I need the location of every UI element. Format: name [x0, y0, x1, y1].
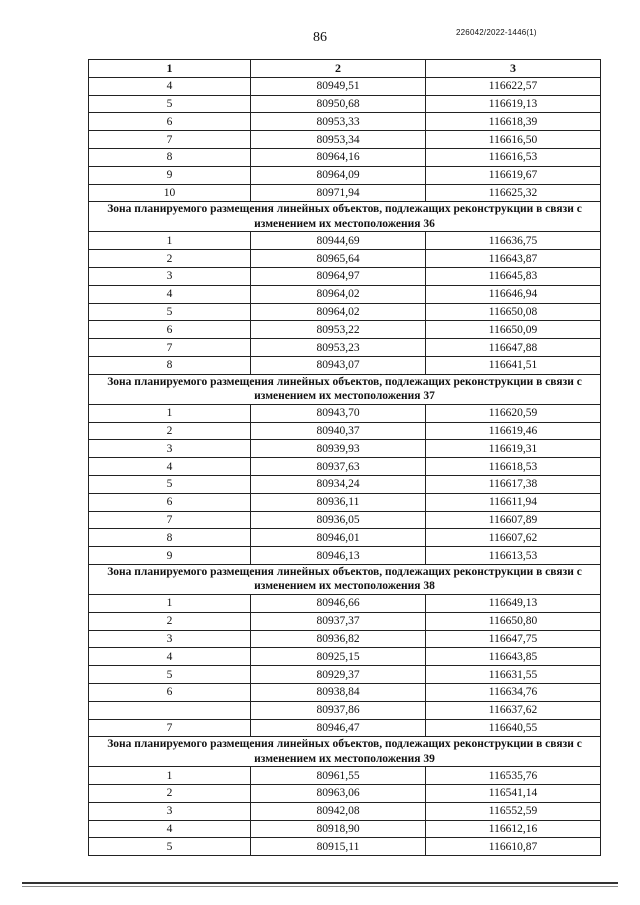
- zone-heading-row: [89, 202, 601, 232]
- x-coordinate-cell: 80961,55: [251, 767, 426, 785]
- x-coordinate-cell: 80953,23: [251, 339, 426, 357]
- x-coordinate-cell: 80943,07: [251, 356, 426, 374]
- point-number-cell: 4: [89, 77, 251, 95]
- x-coordinate-cell: 80918,90: [251, 820, 426, 838]
- y-coordinate-cell: 116611,94: [426, 493, 601, 511]
- y-coordinate-cell: 116622,57: [426, 77, 601, 95]
- y-coordinate-cell: 116647,88: [426, 339, 601, 357]
- y-coordinate-cell: 116640,55: [426, 719, 601, 737]
- table-row: [89, 630, 601, 648]
- x-coordinate-cell: 80964,97: [251, 267, 426, 285]
- table-row: [89, 422, 601, 440]
- y-coordinate-cell: 116637,62: [426, 701, 601, 719]
- coordinates-table: [88, 59, 601, 856]
- y-coordinate-cell: 116650,09: [426, 321, 601, 339]
- y-coordinate-cell: 116634,76: [426, 683, 601, 701]
- zone-heading: Зона планируемого размещения линейных объектов, подлежащих реконструкции в связи с изменением их местоположения 37: [89, 374, 601, 404]
- table-row: [89, 820, 601, 838]
- point-number-cell: 7: [89, 339, 251, 357]
- y-coordinate-cell: 116636,75: [426, 232, 601, 250]
- y-coordinate-cell: 116541,14: [426, 785, 601, 803]
- x-coordinate-cell: 80936,05: [251, 511, 426, 529]
- y-coordinate-cell: 116613,53: [426, 547, 601, 565]
- table-row: [89, 321, 601, 339]
- x-coordinate-cell: 80943,70: [251, 404, 426, 422]
- x-coordinate-cell: 80946,01: [251, 529, 426, 547]
- table-row: [89, 440, 601, 458]
- y-coordinate-cell: 116607,89: [426, 511, 601, 529]
- point-number-cell: 7: [89, 511, 251, 529]
- table-row: [89, 404, 601, 422]
- x-coordinate-cell: 80953,34: [251, 131, 426, 149]
- point-number-cell: 10: [89, 184, 251, 202]
- table-row: [89, 719, 601, 737]
- table-row: [89, 511, 601, 529]
- point-number-cell: 7: [89, 719, 251, 737]
- table-row: [89, 285, 601, 303]
- point-number-cell: 7: [89, 131, 251, 149]
- x-coordinate-cell: 80940,37: [251, 422, 426, 440]
- y-coordinate-cell: 116650,08: [426, 303, 601, 321]
- x-coordinate-cell: 80946,66: [251, 594, 426, 612]
- point-number-cell: 5: [89, 475, 251, 493]
- x-coordinate-cell: 80936,11: [251, 493, 426, 511]
- point-number-cell: 3: [89, 630, 251, 648]
- y-coordinate-cell: 116643,87: [426, 250, 601, 268]
- x-coordinate-cell: 80953,22: [251, 321, 426, 339]
- x-coordinate-cell: 80939,93: [251, 440, 426, 458]
- y-coordinate-cell: 116647,75: [426, 630, 601, 648]
- x-coordinate-cell: 80937,86: [251, 701, 426, 719]
- x-coordinate-cell: 80937,63: [251, 458, 426, 476]
- x-coordinate-cell: 80938,84: [251, 683, 426, 701]
- x-coordinate-cell: 80942,08: [251, 802, 426, 820]
- table-row: [89, 250, 601, 268]
- x-coordinate-cell: 80929,37: [251, 666, 426, 684]
- y-coordinate-cell: 116620,59: [426, 404, 601, 422]
- table-row: [89, 458, 601, 476]
- y-coordinate-cell: 116612,16: [426, 820, 601, 838]
- table-row: [89, 701, 601, 719]
- column-header-1: 1: [89, 60, 251, 78]
- table-row: [89, 785, 601, 803]
- table-row: [89, 232, 601, 250]
- footer-rule: [22, 882, 618, 884]
- page-number: 86: [313, 30, 327, 45]
- footer-rule-secondary: [22, 886, 618, 887]
- point-number-cell: 9: [89, 547, 251, 565]
- x-coordinate-cell: 80963,06: [251, 785, 426, 803]
- table-row: [89, 131, 601, 149]
- y-coordinate-cell: 116617,38: [426, 475, 601, 493]
- point-number-cell: 4: [89, 458, 251, 476]
- x-coordinate-cell: 80953,33: [251, 113, 426, 131]
- y-coordinate-cell: 116631,55: [426, 666, 601, 684]
- y-coordinate-cell: 116645,83: [426, 267, 601, 285]
- y-coordinate-cell: 116619,13: [426, 95, 601, 113]
- x-coordinate-cell: 80971,94: [251, 184, 426, 202]
- zone-heading: Зона планируемого размещения линейных объектов, подлежащих реконструкции в связи с изменением их местоположения 38: [89, 564, 601, 594]
- y-coordinate-cell: 116535,76: [426, 767, 601, 785]
- point-number-cell: 3: [89, 440, 251, 458]
- y-coordinate-cell: 116625,32: [426, 184, 601, 202]
- y-coordinate-cell: 116610,87: [426, 838, 601, 856]
- table-row: [89, 648, 601, 666]
- table-row: [89, 683, 601, 701]
- point-number-cell: 9: [89, 166, 251, 184]
- y-coordinate-cell: 116616,50: [426, 131, 601, 149]
- zone-heading: Зона планируемого размещения линейных объектов, подлежащих реконструкции в связи с изменением их местоположения 36: [89, 202, 601, 232]
- table-row: [89, 148, 601, 166]
- point-number-cell: 2: [89, 422, 251, 440]
- point-number-cell: 4: [89, 820, 251, 838]
- point-number-cell: 3: [89, 802, 251, 820]
- table-header-row: [89, 60, 601, 78]
- point-number-cell: 6: [89, 683, 251, 701]
- y-coordinate-cell: 116650,80: [426, 612, 601, 630]
- x-coordinate-cell: 80950,68: [251, 95, 426, 113]
- zone-heading-row: [89, 564, 601, 594]
- y-coordinate-cell: 116619,31: [426, 440, 601, 458]
- x-coordinate-cell: 80946,13: [251, 547, 426, 565]
- y-coordinate-cell: 116643,85: [426, 648, 601, 666]
- table-row: [89, 529, 601, 547]
- point-number-cell: 2: [89, 612, 251, 630]
- point-number-cell: 5: [89, 838, 251, 856]
- table-row: [89, 166, 601, 184]
- table-row: [89, 838, 601, 856]
- x-coordinate-cell: 80964,09: [251, 166, 426, 184]
- point-number-cell: 6: [89, 113, 251, 131]
- y-coordinate-cell: 116641,51: [426, 356, 601, 374]
- point-number-cell: 4: [89, 285, 251, 303]
- table-row: [89, 184, 601, 202]
- x-coordinate-cell: 80934,24: [251, 475, 426, 493]
- x-coordinate-cell: 80925,15: [251, 648, 426, 666]
- point-number-cell: 8: [89, 356, 251, 374]
- x-coordinate-cell: 80937,37: [251, 612, 426, 630]
- x-coordinate-cell: 80944,69: [251, 232, 426, 250]
- point-number-cell: 1: [89, 767, 251, 785]
- y-coordinate-cell: 116618,53: [426, 458, 601, 476]
- x-coordinate-cell: 80965,64: [251, 250, 426, 268]
- point-number-cell: 2: [89, 250, 251, 268]
- column-header-3: 3: [426, 60, 601, 78]
- table-row: [89, 802, 601, 820]
- table-row: [89, 767, 601, 785]
- x-coordinate-cell: 80964,02: [251, 285, 426, 303]
- table-row: [89, 594, 601, 612]
- point-number-cell: [89, 701, 251, 719]
- zone-heading-row: [89, 737, 601, 767]
- x-coordinate-cell: 80936,82: [251, 630, 426, 648]
- table-row: [89, 666, 601, 684]
- y-coordinate-cell: 116616,53: [426, 148, 601, 166]
- point-number-cell: 1: [89, 594, 251, 612]
- table-row: [89, 95, 601, 113]
- point-number-cell: 5: [89, 303, 251, 321]
- table-row: [89, 113, 601, 131]
- table-row: [89, 612, 601, 630]
- table-row: [89, 267, 601, 285]
- table-row: [89, 356, 601, 374]
- x-coordinate-cell: 80915,11: [251, 838, 426, 856]
- zone-heading-row: [89, 374, 601, 404]
- zone-heading: Зона планируемого размещения линейных объектов, подлежащих реконструкции в связи с изменением их местоположения 39: [89, 737, 601, 767]
- table-row: [89, 547, 601, 565]
- table-row: [89, 339, 601, 357]
- table-row: [89, 493, 601, 511]
- y-coordinate-cell: 116607,62: [426, 529, 601, 547]
- x-coordinate-cell: 80964,16: [251, 148, 426, 166]
- point-number-cell: 5: [89, 95, 251, 113]
- point-number-cell: 2: [89, 785, 251, 803]
- table-row: [89, 475, 601, 493]
- point-number-cell: 6: [89, 321, 251, 339]
- point-number-cell: 1: [89, 232, 251, 250]
- y-coordinate-cell: 116618,39: [426, 113, 601, 131]
- point-number-cell: 3: [89, 267, 251, 285]
- y-coordinate-cell: 116646,94: [426, 285, 601, 303]
- point-number-cell: 8: [89, 148, 251, 166]
- table-row: [89, 303, 601, 321]
- point-number-cell: 8: [89, 529, 251, 547]
- point-number-cell: 1: [89, 404, 251, 422]
- document-id: 226042/2022-1446(1): [456, 28, 537, 37]
- point-number-cell: 4: [89, 648, 251, 666]
- x-coordinate-cell: 80964,02: [251, 303, 426, 321]
- column-header-2: 2: [251, 60, 426, 78]
- y-coordinate-cell: 116649,13: [426, 594, 601, 612]
- point-number-cell: 6: [89, 493, 251, 511]
- table-body: [89, 77, 601, 855]
- x-coordinate-cell: 80949,51: [251, 77, 426, 95]
- y-coordinate-cell: 116619,67: [426, 166, 601, 184]
- y-coordinate-cell: 116552,59: [426, 802, 601, 820]
- table-row: [89, 77, 601, 95]
- point-number-cell: 5: [89, 666, 251, 684]
- x-coordinate-cell: 80946,47: [251, 719, 426, 737]
- y-coordinate-cell: 116619,46: [426, 422, 601, 440]
